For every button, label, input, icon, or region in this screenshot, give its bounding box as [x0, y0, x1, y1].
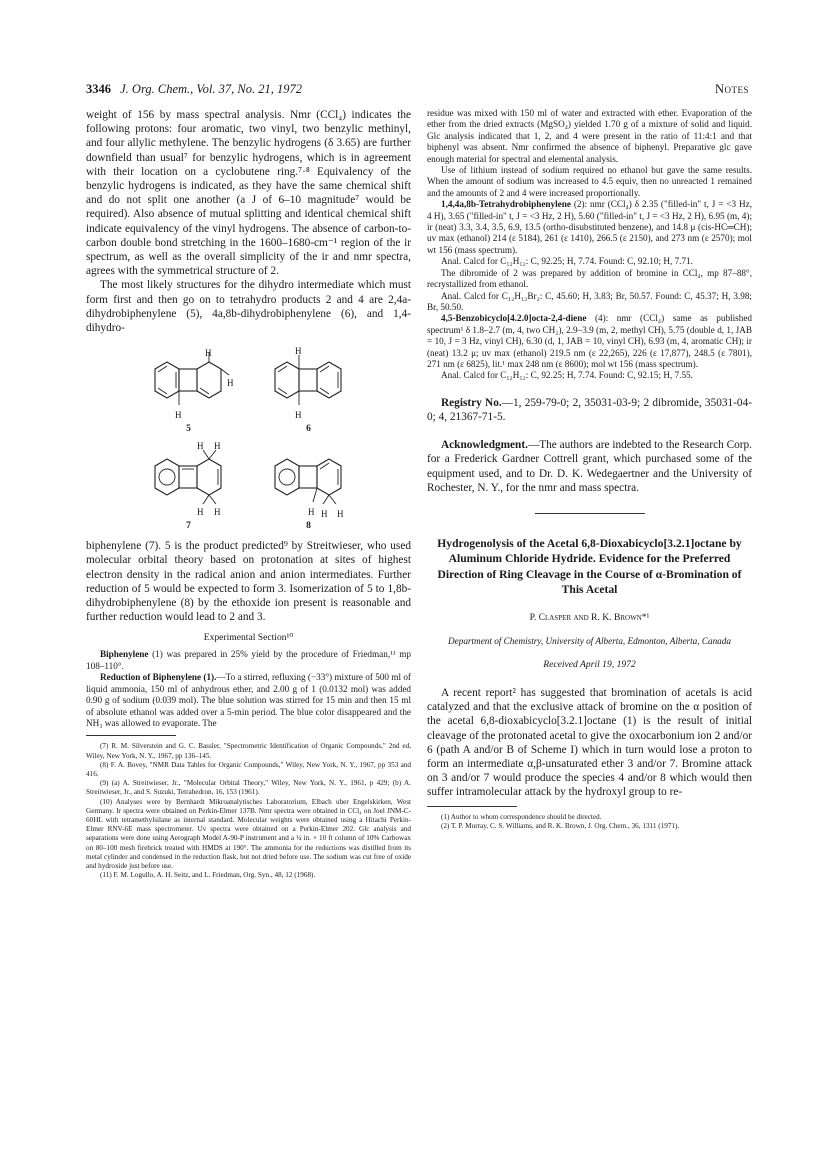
h-label: H [308, 507, 315, 518]
h-label: H [214, 441, 221, 452]
page-number: 3346 [86, 82, 111, 96]
reduction-text: —To a stirred, refluxing (−33°) mixture of 500 ml of liquid ammonia, 150 ml of anhydrous ether, and 2.00 g of 1 (0.0132 mol) was added 0.90 g of sodium (0.039 mol). The blue solution was stirred for 15 min and then 15 ml of absolute ethanol was added over a 5-min period. The blue color disappeared and the NH₃ was allowed to evaporate. The [86, 672, 411, 728]
registry-head: Registry No. [441, 396, 502, 409]
compound-2-text: (2): nmr (CCl₄) δ 2.35 ("filled-in" t, J = <3 Hz, 4 H), 3.65 ("filled-in" t, J = <3 Hz, 2 H), 5.60 ("filled-in" t, J = <3 Hz, 2 H), 6.95 (m, 4); ir (neat) 3.3, 3.4, 3.5, 6.9, 13.5 (ortho-disubstituted benzene), and 14.8 μ (cis-HC═CH); uv max (ethanol) 214 (ε 5184), 261 (ε 1410), 266.5 (ε 2150), and 273 nm (ε 2570); mol wt 156 (mass spectrum). [427, 199, 752, 255]
reduction-head: Reduction of Biphenylene (1). [100, 672, 217, 683]
paragraph-reduction [86, 672, 411, 729]
left-column [86, 108, 411, 880]
footnote: (2) T. P. Murray, C. S. Williams, and R. K. Brown, J. Org. Chem., 36, 1311 (1971). [441, 821, 680, 830]
h-label: H [205, 348, 212, 359]
structure-7 [141, 441, 236, 532]
compound-4-text: (4): nmr (CCl₄) same as published spectrum¹ δ 1.8–2.7 (m, 4, two CH₂), 2.9–3.9 (m, 2, methyl CH), 5.75 (double d, 1, JAB = 10, J = 3 Hz, vinyl CH), 6.30 (d, 1, JAB = 10, vinyl CH), 6.93 (m, 4, aromatic CH); ir (neat) 13.2 μ; uv max (ethanol) 219.5 nm (ε 22,265), 226 (ε 17,877), 248.5 (ε 7801), 271 nm (ε 6825), lit.¹ max 248 nm (ε 8600); mol wt 156 (mass spectrum). [427, 313, 752, 369]
footnote-rule [427, 806, 517, 807]
registry-text: —1, 259-79-0; 2, 35031-03-9; 2 dibromide, 35031-04-0; 4, 21367-71-5. [427, 396, 752, 423]
footnote: (8) F. A. Bovey, "NMR Data Tables for Organic Compounds," Wiley, New York, N. Y., 1967, pp 353 and 416. [86, 760, 411, 778]
structure-7-label: 7 [186, 521, 191, 532]
footnote: (11) F. M. Logullo, A. H. Seitz, and L. Friedman, Org. Syn., 48, 12 (1968). [100, 871, 316, 880]
paragraph-anal-2: Anal. Calcd for C₁₂H₁₂: C, 92.25; H, 7.74. Found: C, 92.10; H, 7.71. [441, 256, 693, 267]
biphenylene-text: (1) was prepared in 25% yield by the procedure of Friedman,¹¹ mp 108–110°. [86, 649, 411, 671]
structure-5 [141, 347, 236, 434]
article-divider [535, 513, 645, 514]
journal-citation: J. Org. Chem., Vol. 37, No. 21, 1972 [120, 82, 302, 96]
footnote: (10) Analyses were by Bernhardt Mikroanalytisches Laboratorium, Elbach uber Engelskirken, West Germany. Ir spectra were obtained on Perkin-Elmer 137B. Nmr spectra were obtained in CCl₄ on Joel JNM-C-60HL with tetramethylsilane as internal standard. Molecular weights were obtained using a Hitachi Perkin-Elmer RNV-6E mass spectrometer. Uv spectra were obtained on a Perkin-Elmer 202. Glc analysis and separations were done using Aerograph Model A-90-P instrument and a ¼ in. × 10 ft column of 10% Carbowax on 80–100 mesh firebrick treated with HMDS at 190°. The ammonia for the reductions was distilled from its metal cylinder and condensed in the reduction flask, but not dried before use. The sodium was cut free of oxide and hydroxide just before use. [86, 797, 411, 870]
paragraph-nmr-analysis: weight of 156 by mass spectral analysis. Nmr (CCl₄) indicates the following protons: four aromatic, two vinyl, two benzylic methinyl, and four allylic methylene. The benzylic hydrogens (δ 3.65) are further downfield than usual⁷ for benzylic hydrogens, which is in agreement with their location on a cyclobutene ring.⁷·⁸ Equivalency of the benzylic hydrogens is indicated, as they have the same chemical shift and do not split one another (a J of 6–10 magnitude⁷ would be required). Also absence of mutual splitting and identical chemical shift indicate equivalency of the vinyl hydrogens. The absence of carbon-to-carbon double bond stretching in the 1600–1680-cm⁻¹ region of the ir spectrum, as well as the overall simplicity of the ir and nmr spectra, agrees with the symmetrical structure of 2. [86, 109, 411, 278]
ack-head: Acknowledgment. [441, 439, 528, 452]
experimental-heading: Experimental Section¹⁰ [203, 632, 294, 644]
paragraph-anal-4: Anal. Calcd for C₁₂H₁₂: C, 92.25; H, 7.74. Found: C, 92.15; H, 7.55. [441, 370, 693, 381]
compound-4-head: 4,5-Benzobicyclo[4.2.0]octa-2,4-diene [441, 313, 587, 324]
footnote: (7) R. M. Silverstein and G. C. Bassler, "Spectrometric Identification of Organic Compounds," 2nd ed, Wiley, New York, N. Y., 1967, pp 136–145. [86, 742, 411, 760]
compound-2-head: 1,4,4a,8b-Tetrahydrobiphenylene [441, 199, 571, 210]
h-label: H [227, 378, 234, 389]
footnote: (1) Author to whom correspondence should be directed. [441, 812, 602, 821]
paragraph-anal-dibromide: Anal. Calcd for C₁₂H₁₂Br₂: C, 45.60; H, 3.83; Br, 50.57. Found: C, 45.37; H, 3.98; Br, 50.50. [427, 290, 752, 312]
structure-8-label: 8 [306, 521, 311, 532]
structure-figure [86, 347, 411, 531]
footnotes-right [427, 813, 752, 831]
structure-6 [261, 347, 356, 434]
paragraph-workup: residue was mixed with 150 ml of water and extracted with ether. Evaporation of the ether from the dried extracts (MgSO₄) yielded 1.70 g of a mixture of solid and liquid. Glc analysis indicated that 1, 2, and 4 were present in the ratio of 11:4:1 and that biphenyl was absent. Nmr confirmed the absence of biphenyl. Preparative glc gave enough material for spectral and elemental analysis. [427, 108, 752, 164]
paragraph-dibromide: The dibromide of 2 was prepared by addition of bromine in CCl₄, mp 87–88°, recrystallized from ethanol. [427, 267, 752, 290]
h-label: H [197, 441, 204, 452]
paragraph-intro: A recent report² has suggested that bromination of acetals is acid catalyzed and that the exclusive attack of bromine on the α position of the acetal 6,8-dioxabicyclo[3.2.1]octane (1) is the result of initial cleavage of the protonated acetal to give the oxocarbonium ion 2 and/or 6 (path A and/or B of Scheme I) which in turn would lose a proton to form an intermediate α,β-unsaturated ether 3 and/or 7. Bromine attack on 3 and/or 7 would produce the species 4 and/or 8 which would then suffer intramolecular attack by the hydroxyl group to re- [427, 686, 752, 799]
paragraph-biphenylene-prep [86, 649, 411, 672]
acknowledgment [427, 438, 752, 495]
structure-8 [261, 444, 356, 531]
footnote: (9) (a) A. Streitwieser, Jr., "Molecular Orbital Theory," Wiley, New York, N. Y., 1961, p 429; (b) A. Streitwieser, Jr., and S. Suzuki, Tetrahedron, 16, 153 (1961). [86, 779, 411, 797]
h-label: H [295, 410, 302, 421]
structure-5-label: 5 [186, 424, 191, 435]
article-affiliation: Department of Chemistry, University of Alberta, Edmonton, Alberta, Canada [448, 635, 731, 646]
paragraph-dihydro-intermediates: The most likely structures for the dihydro intermediate which must form first and then go on to tetrahydro products 2 and 4 are 2,4a-dihydrobiphenylene (5), 4a,8b-dihydrobiphenylene (6), and 1,4-dihydro- [86, 279, 411, 335]
h-label: H [214, 507, 221, 518]
structure-6-label: 6 [306, 424, 311, 435]
h-label: H [321, 509, 328, 520]
article-authors: P. Clasper and R. K. Brown*¹ [529, 611, 650, 623]
h-label: H [197, 507, 204, 518]
article-title: Hydrogenolysis of the Acetal 6,8-Dioxabicyclo[3.2.1]octane by Aluminum Chloride Hydride. Evidence for the Preferred Direction of Ring Cleavage in the Course of α-Bromination of This Acetal [437, 536, 742, 597]
right-column [427, 108, 752, 831]
h-label: H [295, 346, 302, 357]
footnote-rule [86, 735, 176, 736]
received-date: Received April 19, 1972 [543, 658, 636, 670]
h-label: H [337, 509, 344, 520]
paragraph-lithium: Use of lithium instead of sodium required no ethanol but gave the same results. When the amount of sodium was increased to 4.5 equiv, then no unreacted 1 remained and the amounts of 2 and 4 were increased proportionally. [427, 165, 752, 198]
section-label: Notes [714, 82, 749, 96]
h-label: H [175, 410, 182, 421]
running-header [86, 82, 302, 97]
ack-text: —The authors are indebted to the Research Corp. for a Frederick Gardner Cottrell grant, which purchased some of the equipment used, and to Dr. D. K. Wedegaertner and the University of Rochester, N. Y., for the nmr and mass spectra. [427, 439, 752, 494]
paragraph-compound-2 [427, 199, 752, 256]
biphenylene-head: Biphenylene [100, 649, 149, 660]
paragraph-compound-4 [427, 313, 752, 370]
paragraph-streitwieser: biphenylene (7). 5 is the product predicted⁹ by Streitwieser, who used molecular orbital theory based on protonation at sites of highest electron density in the radical anion and anion intermediates. Further reduction of 5 would be expected to form 3. Isomerization of 5 to 1,8b-dihydrobiphenylene (8) by the ethoxide ion present is reasonable and further reduction would lead to 2 and 3. [86, 540, 411, 624]
registry-numbers [427, 396, 752, 424]
footnotes-left [86, 742, 411, 880]
